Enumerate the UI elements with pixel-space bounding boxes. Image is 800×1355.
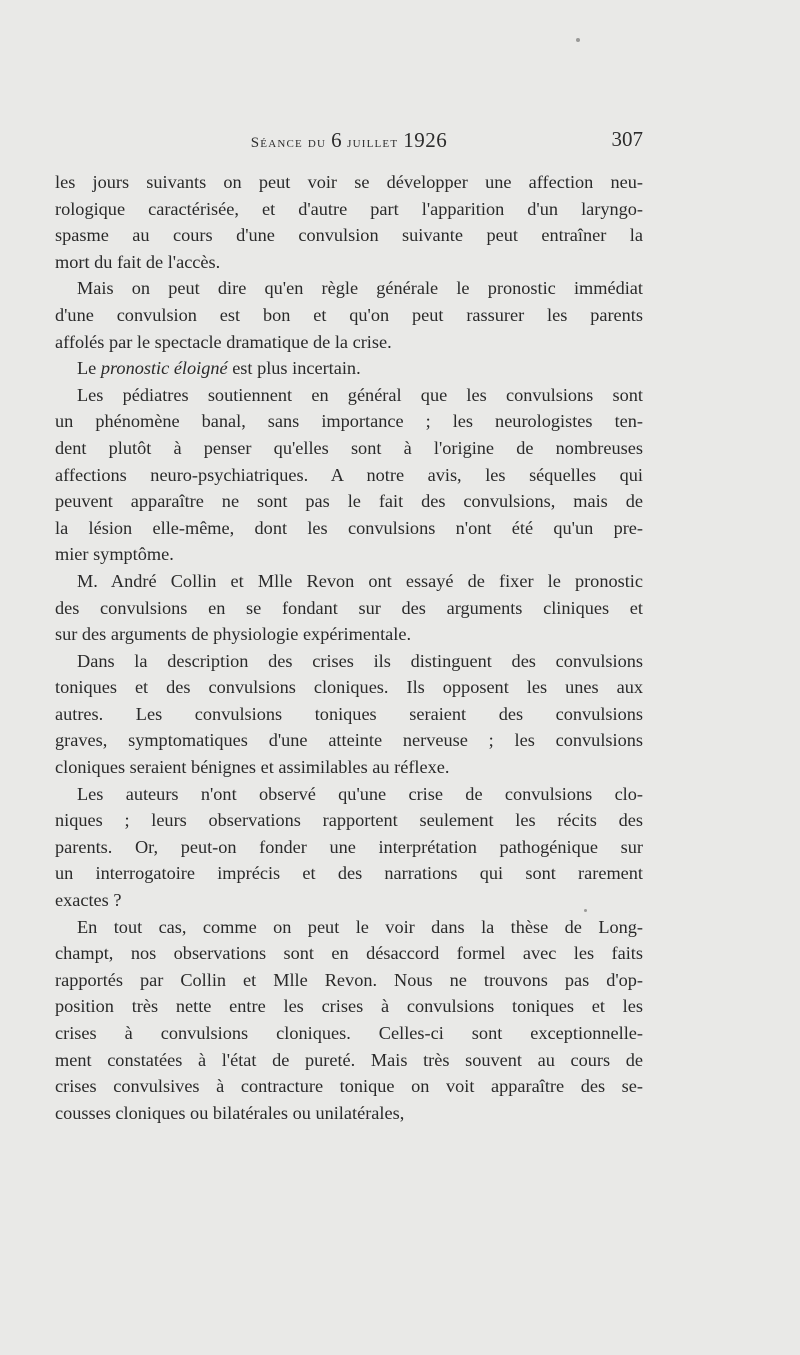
text-line: d'une convulsion est bon et qu'on peut rassurer les parents xyxy=(55,304,643,325)
text-line: Dans la description des crises ils distinguent des convulsions xyxy=(77,650,643,671)
paragraph-3 xyxy=(55,355,643,382)
paragraph-8 xyxy=(55,914,643,1127)
text-line: autres. Les convulsions toniques seraient des convulsions xyxy=(55,703,643,724)
emphasis-pronostic-eloigne: pronostic éloigné xyxy=(100,358,228,379)
text-line: cousses cloniques ou bilatérales ou unilatérales, xyxy=(55,1102,405,1123)
text-line: rologique caractérisée, et d'autre part l'apparition d'un laryngo- xyxy=(55,198,643,219)
paragraph-2 xyxy=(55,275,643,355)
paragraph-7 xyxy=(55,781,643,914)
header-title-prefix: Séance du xyxy=(250,135,327,151)
paragraph-1 xyxy=(55,169,643,275)
text-line: rapportés par Collin et Mlle Revon. Nous ne trouvons pas d'op- xyxy=(55,969,643,990)
paragraph-5 xyxy=(55,568,643,648)
body-text xyxy=(55,169,643,1126)
text-line: parents. Or, peut-on fonder une interprétation pathogénique sur xyxy=(55,836,643,857)
text-line: M. André Collin et Mlle Revon ont essayé de fixer le pronostic xyxy=(77,570,643,591)
text-line: affolés par le spectacle dramatique de la crise. xyxy=(55,331,392,352)
paragraph-6 xyxy=(55,648,643,781)
text-line: un phénomène banal, sans importance ; les neurologistes ten- xyxy=(55,411,643,432)
text-line: sur des arguments de physiologie expérimentale. xyxy=(55,624,412,645)
page-number: 307 xyxy=(611,127,643,151)
paper-speck xyxy=(576,38,580,42)
text-line: graves, symptomatiques d'une atteinte nerveuse ; les convulsions xyxy=(55,730,643,751)
text-line: niques ; leurs observations rapportent seulement les récits des xyxy=(55,810,643,831)
text-line: champt, nos observations sont en désaccord formel avec les faits xyxy=(55,943,643,964)
text-run: Le xyxy=(77,358,101,379)
header-month: juillet xyxy=(347,135,399,151)
paragraph-4 xyxy=(55,382,643,568)
header-title xyxy=(55,128,643,153)
text-line: dent plutôt à penser qu'elles sont à l'origine de nombreuses xyxy=(55,437,643,458)
text-line: Mais on peut dire qu'en règle générale le pronostic immédiat xyxy=(77,278,643,299)
text-line: En tout cas, comme on peut le voir dans la thèse de Long- xyxy=(77,916,643,937)
text-line: des convulsions en se fondant sur des arguments cliniques et xyxy=(55,597,643,618)
text-line: toniques et des convulsions cloniques. Ils opposent les unes aux xyxy=(55,677,643,698)
text-run: est plus incertain. xyxy=(227,358,361,379)
text-line: Les pédiatres soutiennent en général que les convulsions sont xyxy=(77,384,643,405)
text-line: spasme au cours d'une convulsion suivante peut entraîner la xyxy=(55,225,643,246)
text-line: affections neuro-psychiatriques. A notre avis, les séquelles qui xyxy=(55,464,643,485)
text-line: un interrogatoire imprécis et des narrations qui sont rarement xyxy=(55,863,643,884)
header-day: 6 xyxy=(331,128,343,152)
text-line: mort du fait de l'accès. xyxy=(55,251,221,272)
header-year: 1926 xyxy=(403,128,448,152)
text-line: cloniques seraient bénignes et assimilables au réflexe. xyxy=(55,757,450,778)
running-header xyxy=(55,128,643,158)
text-line: position très nette entre les crises à convulsions toniques et les xyxy=(55,996,643,1017)
text-line: Les auteurs n'ont observé qu'une crise de convulsions clo- xyxy=(77,783,643,804)
text-line: crises à convulsions cloniques. Celles-ci sont exceptionnelle- xyxy=(55,1023,643,1043)
text-line: les jours suivants on peut voir se développer une affection neu- xyxy=(55,172,643,192)
text-line: ment constatées à l'état de pureté. Mais très souvent au cours de xyxy=(55,1049,643,1070)
text-line: peuvent apparaître ne sont pas le fait des convulsions, mais de xyxy=(55,491,643,512)
text-line: exactes ? xyxy=(55,890,122,911)
text-line: la lésion elle-même, dont les convulsions n'ont été qu'un pre- xyxy=(55,517,643,538)
text-line: mier symptôme. xyxy=(55,544,174,565)
text-line: crises convulsives à contracture tonique on voit apparaître des se- xyxy=(55,1076,643,1097)
text-line xyxy=(55,355,643,382)
